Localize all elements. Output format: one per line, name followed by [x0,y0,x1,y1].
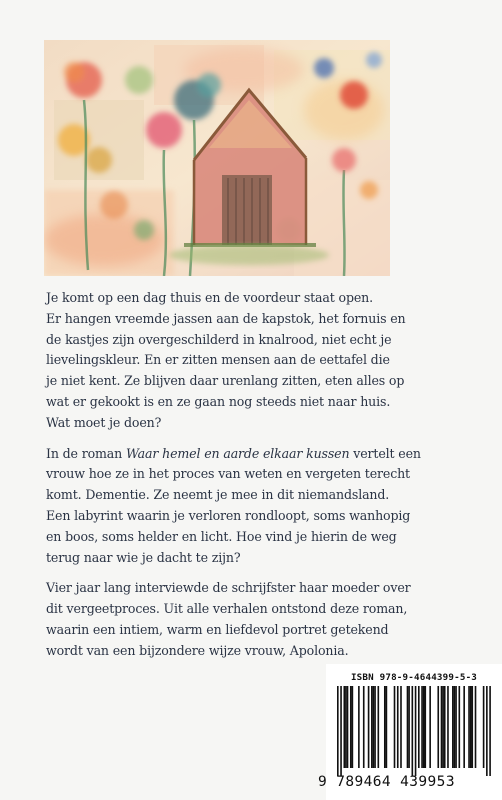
blurb-line: Er hangen vreemde jassen aan de kapstok, het fornuis en [46,310,406,326]
barcode-bar [378,686,380,768]
blurb-line: terug naar wie je dacht te zijn? [46,549,241,565]
barcode-bar [415,686,417,776]
barcode-bar [394,686,396,768]
barcode-bar [407,686,409,768]
isbn-label: ISBN 978-9-4644399-5-3 [350,672,478,683]
book-title-italic: Waar hemel en aarde elkaar kussen [125,445,350,461]
blurb-line: komt. Dementie. Ze neemt je mee in dit niemandsland. [46,487,390,503]
barcode-bar [397,686,399,768]
blurb-line: lievelingskleur. En er zitten mensen aan de eettafel die [46,352,390,368]
blurb-line: je niet kent. Ze blijven daar urenlang zitten, eten alles op [46,373,405,389]
barcode-bar [455,686,457,768]
blurb-line: wordt van een bijzondere wijze vrouw, Apolonia. [46,642,349,658]
barcode-bar [371,686,373,768]
isbn-barcode [318,664,502,800]
barcode-bar [363,686,365,768]
blurb-line-suffix: vertelt een [349,445,421,461]
barcode-bar [340,686,342,776]
barcode-bar [452,686,454,768]
barcode-bar [386,686,388,768]
blurb-paragraph-2 [46,444,446,569]
barcode-bar [441,686,443,768]
barcode-bar [368,686,370,768]
barcode-bar [475,686,477,768]
barcode-bar [374,686,376,768]
barcode-bar [352,686,354,768]
blurb-line: de kastjes zijn overgeschilderd in knalrood, niet echt je [46,331,392,347]
blurb-line: wat er gekookt is en ze gaan nog steeds niet naar huis. [46,393,391,409]
barcode-bar [468,686,470,768]
barcode-bar [470,686,472,768]
barcode-bar [429,686,431,768]
barcode-bar [343,686,345,768]
barcode-bar [345,686,347,768]
barcode-bar [418,686,420,768]
barcode-bar [489,686,491,776]
barcode-bar [408,686,410,768]
barcode-bar [444,686,446,768]
barcode-bar [350,686,352,768]
cover-artwork-watercolor [44,40,390,276]
barcode-bar [463,686,465,768]
barcode-bar [486,686,488,776]
blurb-line-prefix: In de roman [46,445,126,461]
blurb-line: Een labyrint waarin je verloren rondloopt, soms wanhopig [46,507,411,523]
barcode-bar [442,686,444,768]
barcode-bar [423,686,425,768]
blurb-paragraph-3 [46,578,446,661]
barcode-bar [424,686,426,768]
barcode-bar [347,686,349,768]
barcode-bar [358,686,360,768]
barcode-bar [483,686,485,768]
barcode-bar [400,686,402,768]
blurb-line: Je komt op een dag thuis en de voordeur staat open. [46,290,374,305]
barcode-bar [447,686,449,768]
blurb-line-with-title [46,444,446,465]
barcode-bar [384,686,386,768]
blurb-line: dit vergeetproces. Uit alle verhalen ontstond deze roman, [46,601,408,617]
barcode-bar [471,686,473,768]
blurb-text [46,288,446,672]
blurb-line: Vier jaar lang interviewde de schrijfster haar moeder over [46,580,411,596]
barcode-bar [373,686,375,768]
blurb-line: vrouw hoe ze in het proces van weten en vergeten terecht [46,466,410,482]
blurb-paragraph-1 [46,288,446,434]
barcode-bar [337,686,339,776]
barcode-bar [421,686,423,768]
blurb-line: Wat moet je doen? [46,414,162,430]
barcode-bars [330,686,498,776]
barcode-bar [437,686,439,768]
barcode-digits: 9 789464 439953 [318,774,455,790]
barcode-bar [459,686,461,768]
blurb-line: en boos, soms helder en licht. Hoe vind je hierin de weg [46,528,397,544]
blurb-line: waarin een intiem, warm en liefdevol portret getekend [46,621,389,637]
barcode-bar [454,686,456,768]
barcode-bar [412,686,414,776]
